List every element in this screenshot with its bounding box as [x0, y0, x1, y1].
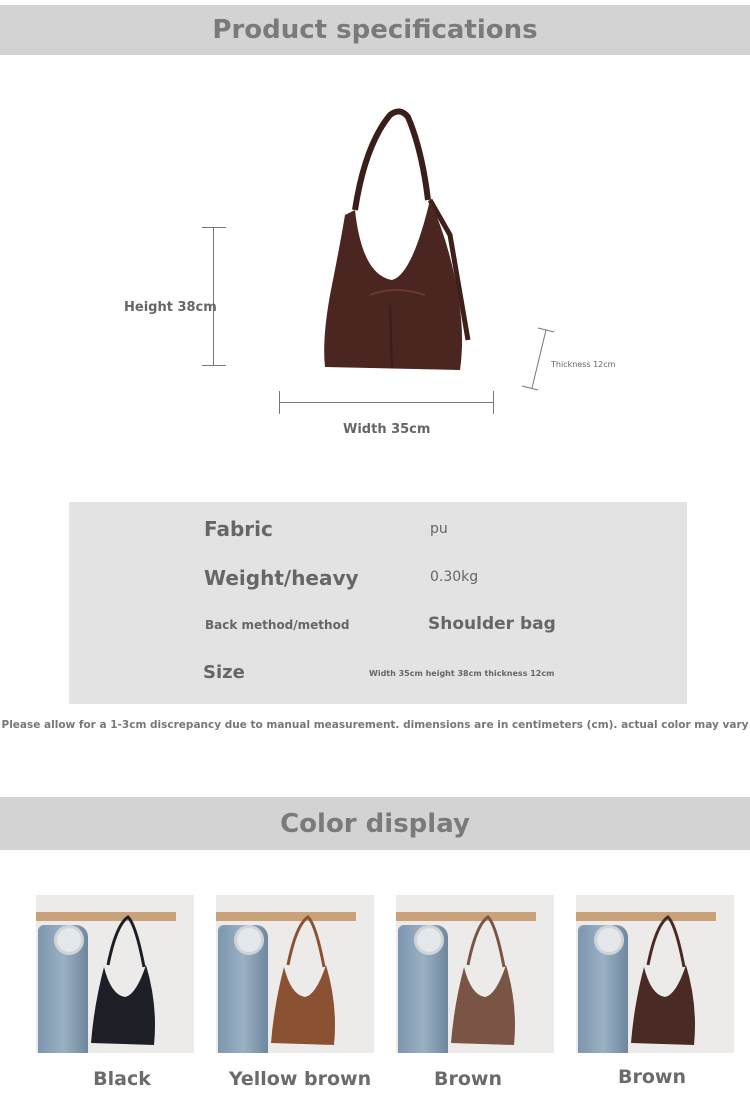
bag-image — [576, 895, 734, 1053]
height-dimension-cap-top — [202, 227, 226, 228]
section-title-specifications: Product specifications — [0, 5, 750, 55]
spec-weight-label: Weight/heavy — [204, 566, 359, 590]
thickness-dimension-line — [518, 326, 558, 392]
spec-size-label: Size — [203, 662, 245, 683]
color-swatch-label: Brown — [618, 1066, 686, 1088]
spec-table — [69, 502, 687, 704]
product-image — [300, 105, 490, 380]
section-title-colors: Color display — [0, 797, 750, 850]
bag-image — [36, 895, 194, 1053]
height-dimension-line — [213, 227, 214, 365]
color-swatch-label: Black — [93, 1068, 151, 1090]
width-dimension-cap-left — [279, 391, 280, 414]
color-swatch-label: Yellow brown — [228, 1068, 372, 1090]
measurement-note: Please allow for a 1-3cm discrepancy due to manual measurement. dimensions are in centimeters (cm). actual color may vary — [1, 719, 749, 731]
width-label: Width 35cm — [343, 422, 431, 437]
spec-fabric-value: pu — [430, 521, 448, 537]
color-swatch[interactable] — [216, 895, 374, 1053]
spec-back-value: Shoulder bag — [428, 614, 556, 634]
height-label: Height 38cm — [124, 300, 217, 315]
bag-image — [396, 895, 554, 1053]
spec-size-value: Width 35cm height 38cm thickness 12cm — [369, 669, 555, 678]
color-swatch[interactable] — [576, 895, 734, 1053]
spec-fabric-label: Fabric — [204, 517, 273, 541]
height-dimension-cap-bottom — [202, 365, 226, 366]
color-swatch[interactable] — [36, 895, 194, 1053]
spec-back-label: Back method/method — [205, 618, 350, 632]
thickness-label: Thickness 12cm — [551, 360, 616, 369]
bag-image — [216, 895, 374, 1053]
width-dimension-line — [279, 402, 494, 403]
spec-weight-value: 0.30kg — [430, 569, 479, 585]
color-swatch-label: Brown — [434, 1068, 502, 1090]
width-dimension-cap-right — [493, 391, 494, 414]
color-swatch[interactable] — [396, 895, 554, 1053]
